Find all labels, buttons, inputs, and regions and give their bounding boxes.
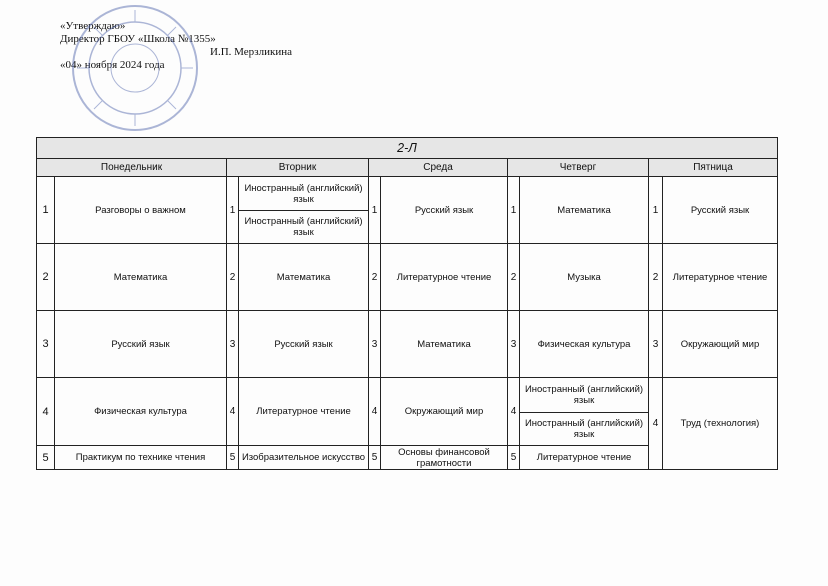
lesson-cell: Математика (55, 244, 227, 311)
lesson-cell: Иностранный (английский) язык (239, 177, 369, 211)
approval-position: Директор ГБОУ «Школа №1355» (60, 33, 216, 45)
period-number: 2 (37, 244, 55, 311)
school-stamp-seal (70, 3, 200, 133)
lesson-cell: Математика (520, 177, 649, 244)
period-number: 2 (369, 244, 381, 311)
lesson-cell: Практикум по технике чтения (55, 446, 227, 470)
period-number: 1 (227, 177, 239, 244)
day-header-friday: Пятница (649, 159, 778, 177)
lesson-cell: Русский язык (55, 311, 227, 378)
approval-heading: «Утверждаю» (60, 20, 126, 32)
lesson-cell: Литературное чтение (520, 446, 649, 470)
period-number: 4 (37, 378, 55, 446)
period-number: 5 (508, 446, 520, 470)
day-header-thursday: Четверг (508, 159, 649, 177)
period-number: 1 (508, 177, 520, 244)
period-number: 3 (37, 311, 55, 378)
lesson-cell: Физическая культура (520, 311, 649, 378)
lesson-cell: Русский язык (663, 177, 778, 244)
lesson-cell: Литературное чтение (663, 244, 778, 311)
lesson-cell: Математика (239, 244, 369, 311)
period-number: 3 (227, 311, 239, 378)
period-number: 4 (649, 378, 663, 470)
day-header-monday: Понедельник (37, 159, 227, 177)
period-number: 2 (649, 244, 663, 311)
lesson-cell: Основы финансовой грамотности (381, 446, 508, 470)
lesson-cell: Русский язык (381, 177, 508, 244)
approval-date: «04» ноября 2024 года (60, 59, 165, 71)
lesson-cell: Литературное чтение (239, 378, 369, 446)
day-header-wednesday: Среда (369, 159, 508, 177)
lesson-cell: Иностранный (английский) язык (520, 413, 649, 446)
approval-signer: И.П. Мерзликина (210, 46, 293, 58)
lesson-cell: Окружающий мир (663, 311, 778, 378)
period-number: 1 (37, 177, 55, 244)
timetable-table (36, 137, 778, 470)
lesson-cell: Литературное чтение (381, 244, 508, 311)
period-number: 4 (508, 378, 520, 446)
lesson-cell: Русский язык (239, 311, 369, 378)
period-number: 4 (227, 378, 239, 446)
period-number: 3 (649, 311, 663, 378)
class-title: 2-Л (37, 138, 778, 159)
lesson-cell: Разговоры о важном (55, 177, 227, 244)
lesson-cell: Иностранный (английский) язык (520, 378, 649, 413)
period-number: 1 (369, 177, 381, 244)
day-header-tuesday: Вторник (227, 159, 369, 177)
lesson-cell: Окружающий мир (381, 378, 508, 446)
period-number: 5 (37, 446, 55, 470)
lesson-cell: Математика (381, 311, 508, 378)
period-number: 5 (227, 446, 239, 470)
period-number: 4 (369, 378, 381, 446)
lesson-cell: Труд (технология) (663, 378, 778, 470)
period-number: 3 (508, 311, 520, 378)
period-number: 2 (227, 244, 239, 311)
period-number: 3 (369, 311, 381, 378)
period-number: 5 (369, 446, 381, 470)
period-number: 2 (508, 244, 520, 311)
lesson-cell: Музыка (520, 244, 649, 311)
lesson-cell: Физическая культура (55, 378, 227, 446)
period-number: 1 (649, 177, 663, 244)
lesson-cell: Иностранный (английский) язык (239, 211, 369, 244)
lesson-cell: Изобразительное искусство (239, 446, 369, 470)
